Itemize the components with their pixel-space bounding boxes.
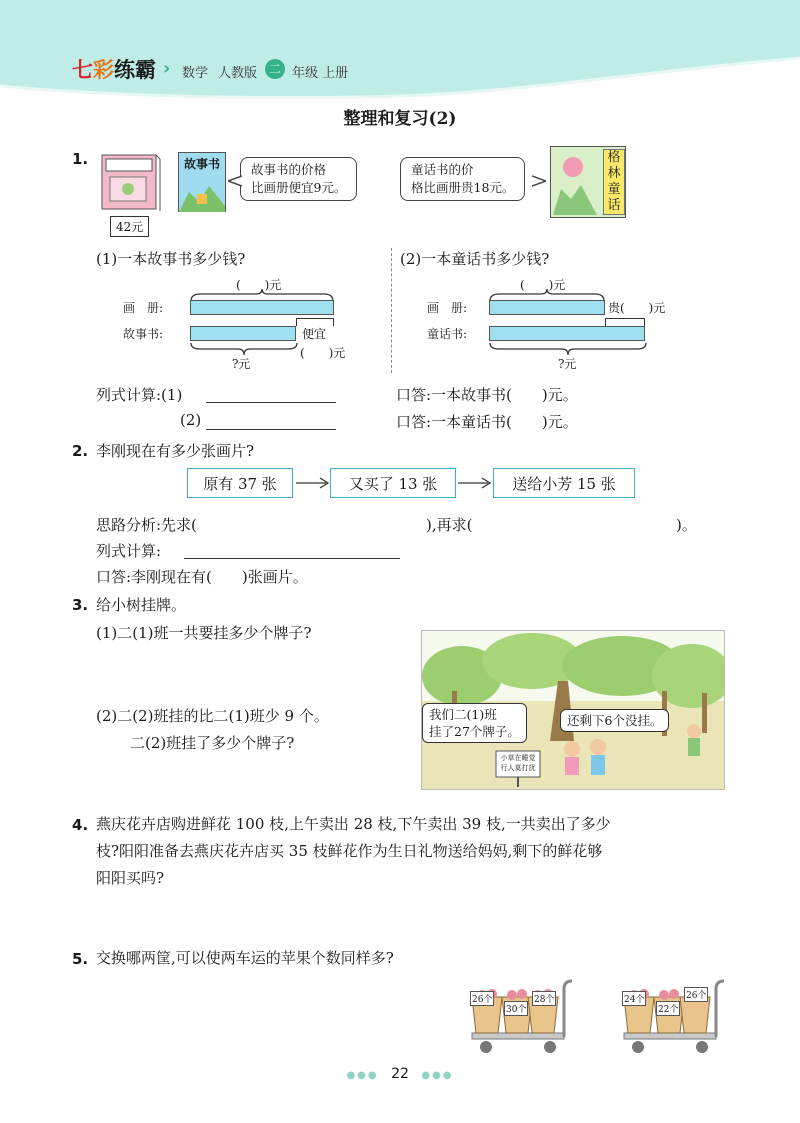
header-grade: 年级 上册 <box>292 66 349 81</box>
q1-answer1: 口答:一本故事书( )元。 <box>396 386 578 404</box>
basket-label: 24个 <box>622 991 646 1006</box>
right-diff-label: 贵( )元 <box>608 301 666 315</box>
right-diff-bracket <box>605 318 645 326</box>
right-top-label: ( )元 <box>520 278 566 292</box>
divider <box>391 248 392 373</box>
speech-bubble-fairy-price <box>400 157 525 201</box>
q4-line1: 燕庆花卉店购进鲜花 100 枝,上午卖出 28 枝,下午卖出 39 枝,一共卖出了多少 <box>96 815 611 833</box>
bubble-tail <box>532 174 546 188</box>
speech1-line1: 我们二(1)班 <box>429 707 497 722</box>
fairy-tale-title <box>603 149 625 215</box>
left-row1-label: 画 册: <box>123 301 164 315</box>
q2-calc-label: 列式计算: <box>96 542 162 560</box>
story-book-image <box>178 152 226 212</box>
q1-calc-label2: (2) <box>180 411 202 429</box>
brand-char-1: 七 <box>72 58 93 82</box>
chevron-right-icon: › <box>163 58 171 79</box>
q1-calc1-blank[interactable] <box>206 384 336 403</box>
speech1-line2: 挂了27个牌子。 <box>429 724 520 739</box>
speech-bubble-story-price <box>240 157 357 201</box>
lawn-sign <box>498 753 538 773</box>
q3-title: 给小树挂牌。 <box>96 596 187 614</box>
flow-box-2: 又买了 13 张 <box>330 468 456 498</box>
fairy-tale-book-image <box>550 146 626 218</box>
arrow-right-icon <box>458 476 492 490</box>
bubble1-line2: 比画册便宜9元。 <box>251 180 347 195</box>
left-top-label: ( )元 <box>236 278 282 292</box>
brand-char-2: 彩 <box>93 58 114 82</box>
right-bottom-label: ?元 <box>558 357 577 371</box>
dots-decoration-left: ●●● <box>346 1070 379 1081</box>
q4-number: 4. <box>72 816 89 834</box>
fairy-title-char: 格 <box>607 150 621 165</box>
speech-bubble-class1 <box>422 703 527 743</box>
page-number <box>0 1066 800 1082</box>
q1-number: 1. <box>72 150 89 168</box>
left-row2-label: 故事书: <box>123 327 164 341</box>
q2-question: 李刚现在有多少张画片? <box>96 442 255 460</box>
story-book-cover-title: 故事书 <box>183 157 220 171</box>
right-row1-label: 画 册: <box>427 301 468 315</box>
bubble-tail <box>228 174 242 188</box>
fairy-title-char: 话 <box>607 198 621 213</box>
q2-analysis-part1: 思路分析:先求( <box>96 516 197 534</box>
basket-label: 28个 <box>532 991 556 1006</box>
grade-badge: 二 <box>265 59 285 79</box>
left-album-bar <box>190 300 334 315</box>
tree-scene-image <box>421 630 725 790</box>
fairy-title-char: 童 <box>607 182 621 197</box>
basket-label: 26个 <box>684 987 708 1002</box>
q4-line3: 阳阳买吗? <box>96 869 165 887</box>
q3-number: 3. <box>72 596 89 614</box>
bubble2-line1: 童话书的价 <box>411 162 474 177</box>
q1-sub2: (2)一本童话书多少钱? <box>400 250 550 268</box>
right-album-bar <box>489 300 605 315</box>
q2-analysis-part2: ),再求( <box>426 516 473 534</box>
basket-label: 26个 <box>470 991 494 1006</box>
speech-bubble-remaining: 还剩下6个没挂。 <box>560 709 669 732</box>
left-diff-label: 便宜 <box>302 327 327 341</box>
header-edition: 人教版 <box>218 66 258 81</box>
flow-box-3: 送给小芳 15 张 <box>493 468 635 498</box>
sign-line2: 行人莫打扰 <box>500 764 536 772</box>
q3-sub1: (1)二(1)班一共要挂多少个牌子? <box>96 624 312 642</box>
q5-number: 5. <box>72 950 89 968</box>
arrow-right-icon <box>296 476 330 490</box>
brand-logo <box>72 54 156 84</box>
fairy-title-char: 林 <box>607 166 621 181</box>
q1-calc2-blank[interactable] <box>206 411 336 430</box>
q3-sub2b: 二(2)班挂了多少个牌子? <box>130 734 295 752</box>
basket-label: 30个 <box>504 1001 528 1016</box>
q4-line2: 枝?阳阳准备去燕庆花卉店买 35 枝鲜花作为生日礼物送给妈妈,剩下的鲜花够 <box>96 842 603 860</box>
q1-calc-label: 列式计算:(1) <box>96 386 183 404</box>
q3-sub2a: (2)二(2)班挂的比二(1)班少 9 个。 <box>96 707 329 725</box>
left-bottom-label: ?元 <box>232 357 251 371</box>
sign-line1: 小草在睡觉 <box>500 754 536 762</box>
apple-cart-2 <box>618 975 728 1055</box>
left-diff-value: ( )元 <box>300 346 346 360</box>
page-title: 整理和复习(2) <box>343 109 457 129</box>
q1-answer2: 口答:一本童话书( )元。 <box>396 413 578 431</box>
brand-char-3: 练霸 <box>114 58 156 82</box>
q5-question: 交换哪两筐,可以使两车运的苹果个数同样多? <box>96 949 394 967</box>
right-bottom-brace <box>489 342 647 356</box>
page-number-value: 22 <box>391 1066 409 1082</box>
picture-album-image <box>100 153 162 211</box>
left-story-bar <box>190 326 296 341</box>
picture-album-price: 42元 <box>110 216 149 237</box>
apple-cart-1 <box>466 975 576 1055</box>
left-bottom-brace <box>190 342 298 356</box>
right-fairy-bar <box>489 326 645 341</box>
q2-analysis-part3: )。 <box>676 516 697 534</box>
flow-box-1: 原有 37 张 <box>187 468 293 498</box>
basket-label: 22个 <box>656 1001 680 1016</box>
right-row2-label: 童话书: <box>427 327 468 341</box>
bubble1-line1: 故事书的价格 <box>251 162 327 177</box>
dots-decoration-right: ●●● <box>421 1070 454 1081</box>
q2-calc-blank[interactable] <box>184 540 400 559</box>
bubble2-line2: 格比画册贵18元。 <box>411 180 515 195</box>
q2-answer: 口答:李刚现在有( )张画片。 <box>96 568 308 586</box>
q1-sub1: (1)一本故事书多少钱? <box>96 250 246 268</box>
header-subject: 数学 <box>182 66 209 81</box>
q2-number: 2. <box>72 442 89 460</box>
